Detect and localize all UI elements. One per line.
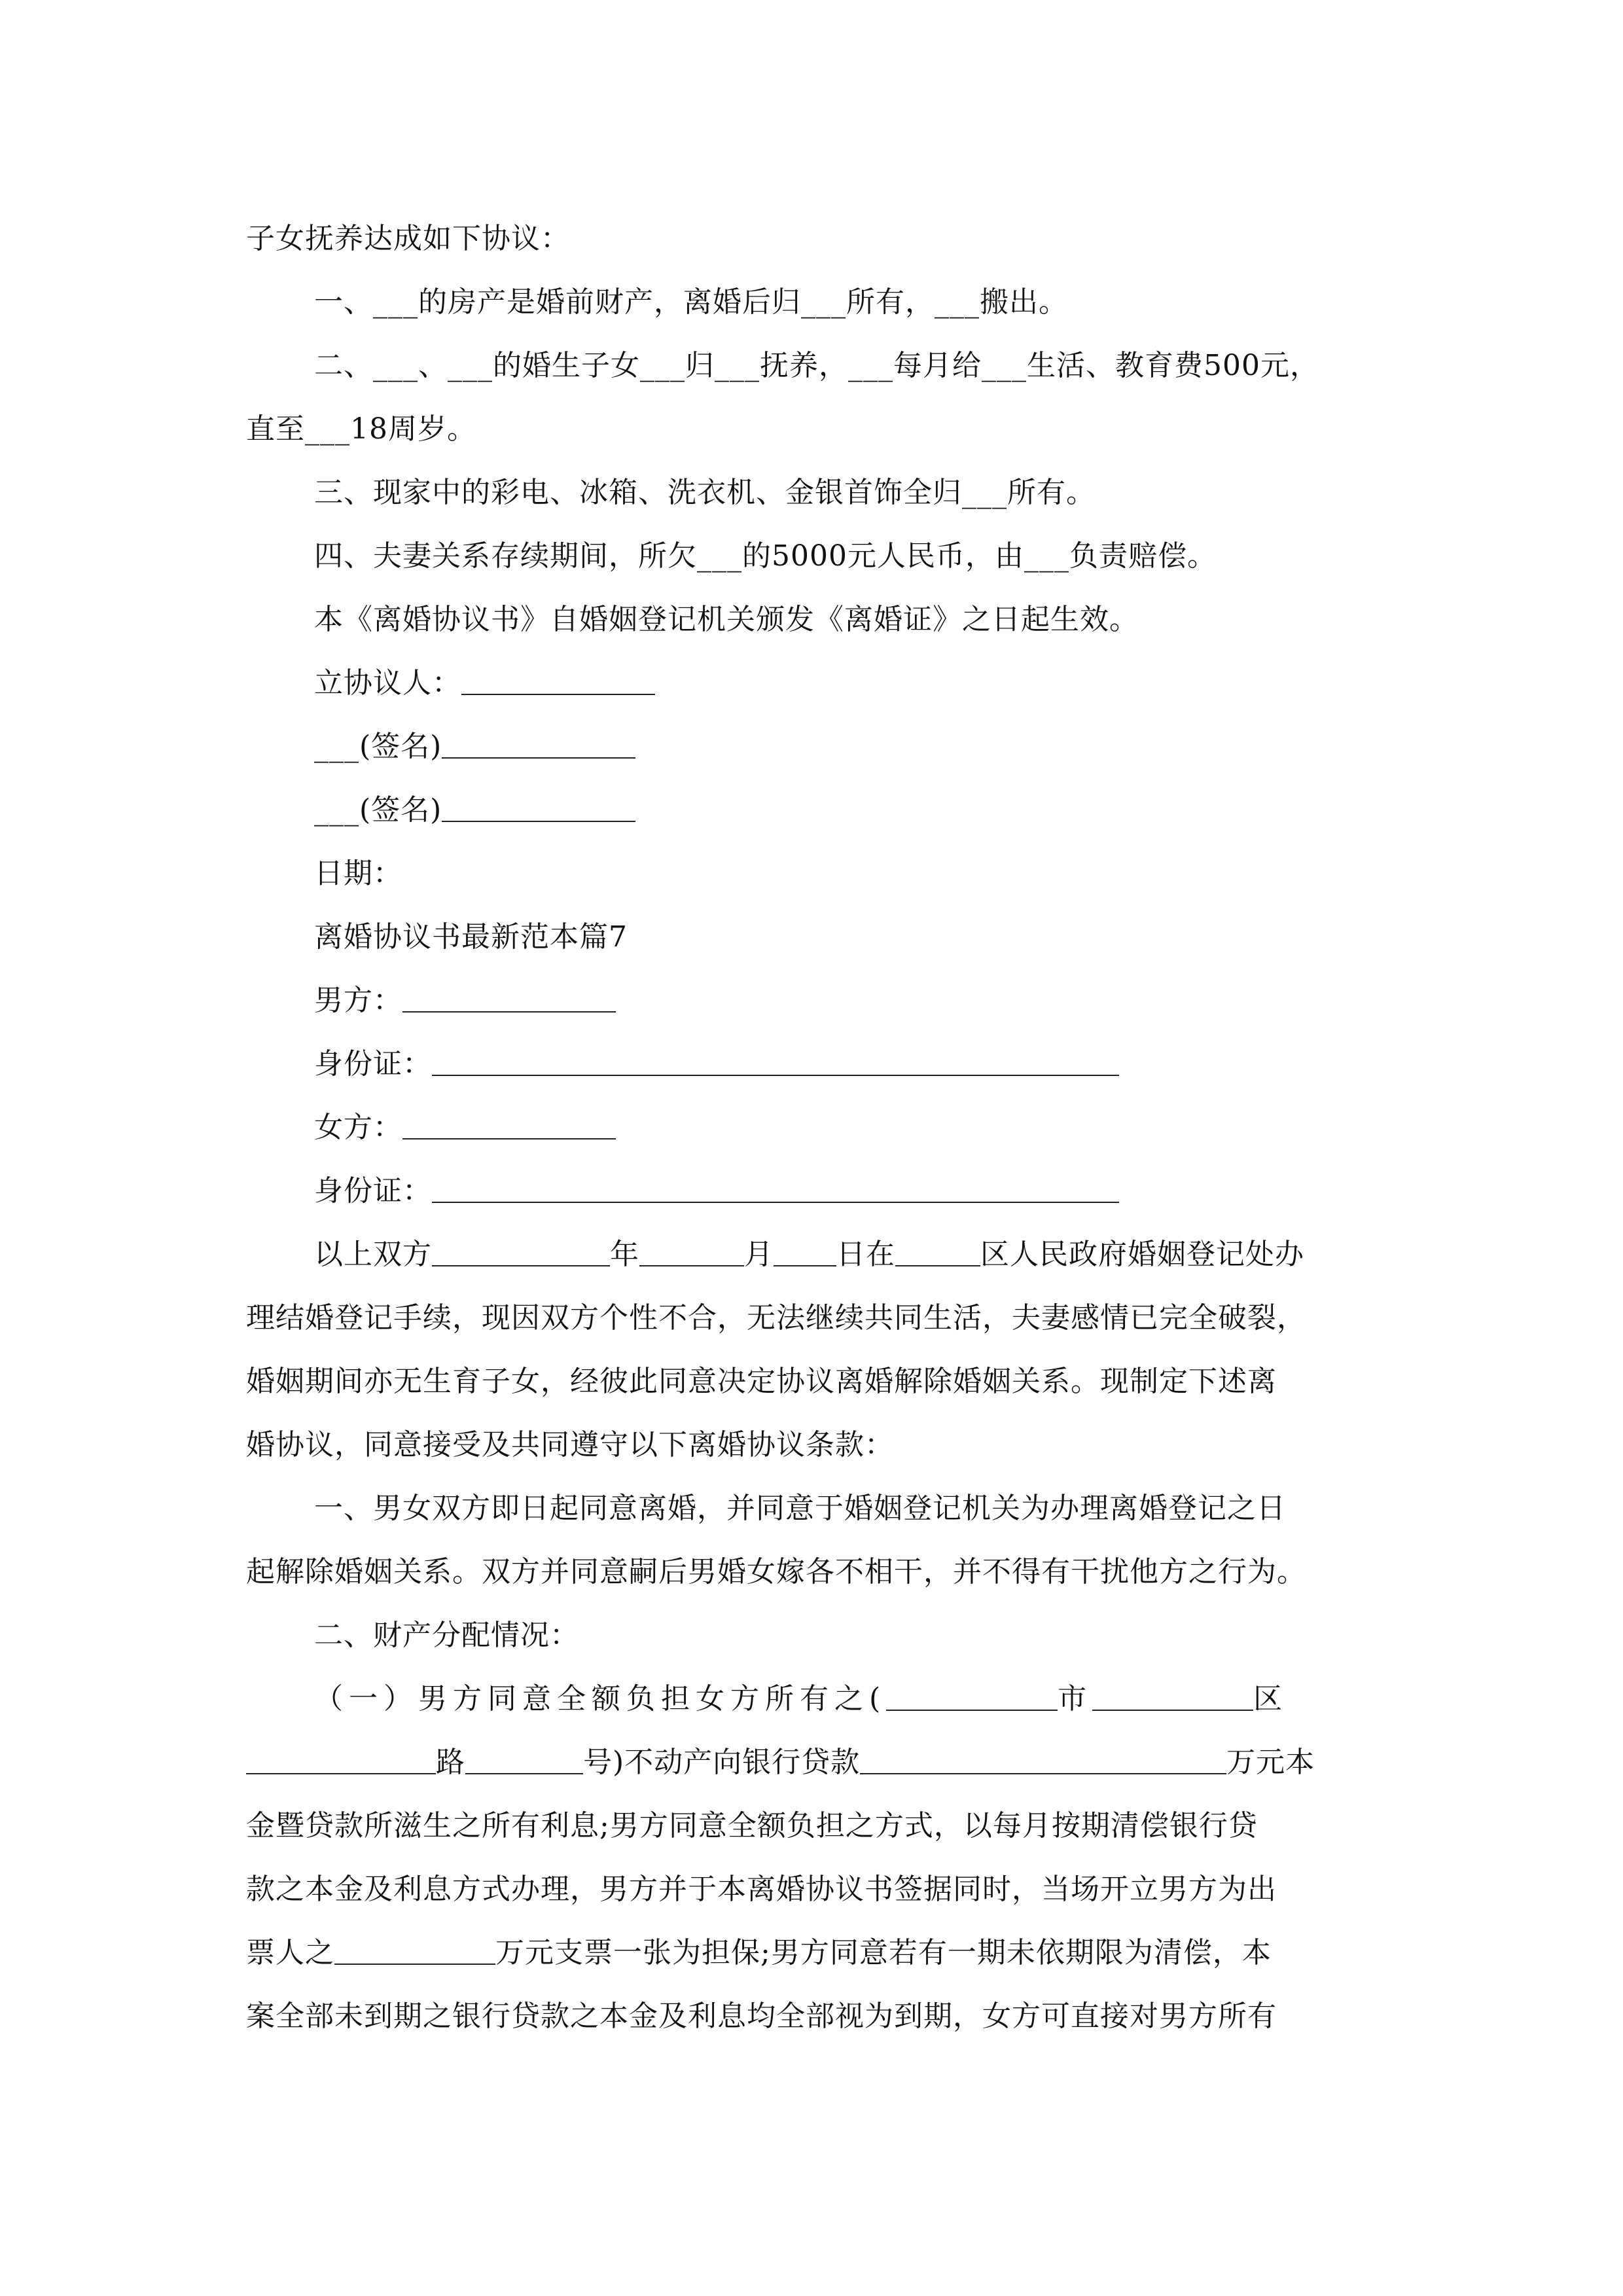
text-span: 票人之 [246, 1936, 334, 1969]
property-address-line [246, 1667, 1378, 1731]
text-span: 年 [610, 1238, 639, 1271]
section-title: 离婚协议书最新范本篇7 [314, 920, 628, 954]
female-party-label: 女方： [314, 1111, 402, 1144]
male-id-line [246, 1032, 1378, 1096]
number-blank [465, 1747, 583, 1774]
text-span: 区人民政府婚姻登记处办 [980, 1238, 1304, 1271]
document-body [246, 207, 1378, 2048]
signature-blank [442, 795, 635, 822]
effective-clause: 本《离婚协议书》自婚姻登记机关颁发《离婚证》之日起生效。 [314, 603, 1139, 636]
female-id-line [246, 1159, 1378, 1223]
date-line: 日期： [314, 857, 402, 890]
signatory-line [246, 651, 1378, 715]
female-party-blank [402, 1112, 616, 1139]
clause-debt: 四、夫妻关系存续期间，所欠___的5000元人民币，由___负责赔偿。 [314, 539, 1217, 573]
signature-blank [442, 731, 635, 759]
text-span: 市 [1058, 1682, 1093, 1715]
loan-amount-blank [860, 1747, 1226, 1774]
text-span: 以上双方 [314, 1238, 432, 1271]
month-blank [639, 1239, 744, 1266]
text-span: 区 [1253, 1682, 1289, 1715]
signatory-label: 立协议人： [314, 666, 461, 700]
clause-house: 一、___的房产是婚前财产，离婚后归___所有，___搬出。 [314, 285, 1068, 319]
male-party-line [246, 969, 1378, 1032]
signature-label: ___(签名) [314, 730, 442, 763]
male-id-blank [432, 1049, 1119, 1076]
year-blank [432, 1239, 610, 1266]
clause-appliances: 三、现家中的彩电、冰箱、洗衣机、金银首饰全归___所有。 [314, 476, 1096, 509]
text-line: 婚姻期间亦无生育子女，经彼此同意决定协议离婚解除婚姻关系。现制定下述离 [246, 1365, 1277, 1398]
male-party-blank [402, 985, 616, 1013]
signature-line [246, 778, 1378, 842]
property-road-line [246, 1731, 1378, 1794]
signature-line [246, 715, 1378, 778]
cheque-line [246, 1921, 1378, 1984]
road-blank [246, 1747, 436, 1774]
text-line: 款之本金及利息方式办理，男方并于本离婚协议书签据同时，当场开立男方为出 [246, 1873, 1277, 1906]
text-line: 案全部未到期之银行贷款之本金及利息均全部视为到期，女方可直接对男方所有 [246, 2000, 1277, 2033]
text-line: 子女抚养达成如下协议： [246, 222, 570, 255]
text-line: 直至___18周岁。 [246, 412, 476, 446]
male-party-label: 男方： [314, 984, 402, 1017]
text-span: 号)不动产向银行贷款 [583, 1746, 861, 1779]
signatory-blank [461, 668, 655, 695]
female-id-label: 身份证： [314, 1174, 432, 1208]
text-span: （一）男方同意全额负担女方所有之( [314, 1682, 887, 1715]
text-span: 日在 [836, 1238, 895, 1271]
male-id-label: 身份证： [314, 1047, 432, 1081]
text-line: 起解除婚姻关系。双方并同意嗣后男婚女嫁各不相干，并不得有干扰他方之行为。 [246, 1555, 1306, 1588]
district-blank [895, 1239, 980, 1266]
clause-divorce: 一、男女双方即日起同意离婚，并同意于婚姻登记机关为办理离婚登记之日 [314, 1492, 1286, 1525]
clause-child: 二、___、___的婚生子女___归___抚养，___每月给___生活、教育费500元， [314, 349, 1319, 382]
city-blank [886, 1683, 1058, 1711]
marriage-date-line [246, 1223, 1378, 1286]
female-party-line [246, 1096, 1378, 1159]
district-blank [1092, 1683, 1253, 1711]
signature-label: ___(签名) [314, 793, 442, 827]
text-line: 金暨贷款所滋生之所有利息;男方同意全额负担之方式，以每月按期清偿银行贷 [246, 1809, 1258, 1842]
text-span: 万元本 [1226, 1746, 1315, 1779]
text-span: 月 [744, 1238, 774, 1271]
cheque-amount-blank [334, 1937, 495, 1965]
text-span: 万元支票一张为担保;男方同意若有一期未依期限为清偿，本 [495, 1936, 1272, 1969]
text-line: 婚协议，同意接受及共同遵守以下离婚协议条款： [246, 1428, 894, 1462]
text-line: 理结婚登记手续，现因双方个性不合，无法继续共同生活，夫妻感情已完全破裂， [246, 1301, 1306, 1335]
text-span: 路 [436, 1746, 465, 1779]
section-heading-property: 二、财产分配情况： [314, 1619, 579, 1652]
day-blank [774, 1239, 836, 1266]
female-id-blank [432, 1175, 1119, 1203]
